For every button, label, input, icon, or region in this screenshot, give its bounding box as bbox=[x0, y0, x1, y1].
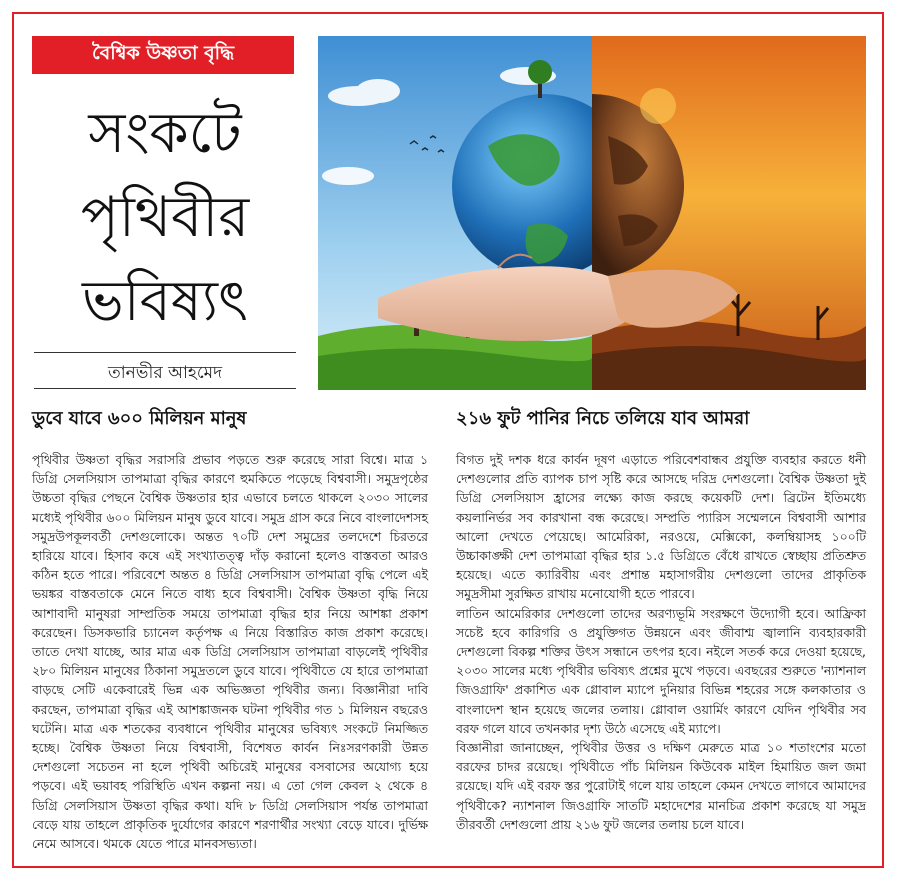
left-column-body bbox=[32, 450, 428, 853]
climate-illustration bbox=[318, 36, 866, 390]
right-paragraph-2: লাতিন আমেরিকার দেশগুলো তাদের অরণ্যভূমি সংরক্ষণে উদ্যোগী হবে। আফ্রিকা সচেষ্ট হবে কারিগরি ও প্রযুক্তিগত উন্নয়নে এবং জীবাশ্ম জ্বালানি ব্যবহারকারী দেশগুলো বিকল্প শক্তির উৎস সন্ধানে তৎপর হবে। নইলে সতর্ক করে দেওয়া হয়েছে, ২০৩০ সালের মধ্যে পৃথিবীর ভবিষ্যৎ প্রশ্নের মুখে পড়বে। এবছরের শুরুতে 'ন্যাশনাল জিওগ্রাফি' প্রকাশিত এক গ্লোবাল ম্যাপে দুনিয়ার বিভিন্ন শহরের সঙ্গে কলকাতার ও বাংলাদেশ স্থান হয়েছে জলের তলায়। গ্লোবাল ওয়ার্মিং কারণে যেদিন পৃথিবীর সব বরফ গলে যাবে তখনকার দৃশ্য উঠে এসেছে এই ম্যাপে। bbox=[456, 605, 866, 736]
headline bbox=[40, 92, 290, 344]
headline-line-1: সংকটে bbox=[88, 101, 242, 166]
right-column-body bbox=[456, 450, 866, 834]
author-rule-bottom bbox=[34, 388, 296, 389]
right-subheading: ২১৬ ফুট পানির নিচে তলিয়ে যাব আমরা bbox=[456, 408, 750, 429]
headline-line-2: পৃথিবীর bbox=[80, 185, 250, 250]
right-paragraph-3: বিজ্ঞানীরা জানাচ্ছেন, পৃথিবীর উত্তর ও দক্ষিণ মেরুতে মাত্র ১০ শতাংশের মতো বরফের চাদর রয়েছে। পৃথিবীতে পাঁচ মিলিয়ন কিউবেক মাইল হিমায়িত জল জমা রয়েছে। যদি এই বরফ স্তর পুরোটাই গলে যায় তাহলে কেমন দেখতে লাগবে আমাদের পৃথিবীকে? ন্যাশনাল জিওগ্রাফি সাতটি মহাদেশের মানচিত্র প্রকাশ করেছে যা সমুদ্র তীরবর্তী দেশগুলো প্রায় ২১৬ ফুট জলের তলায় চলে যাবে। bbox=[456, 740, 866, 832]
left-subheading: ডুবে যাবে ৬০০ মিলিয়ন মানুষ bbox=[32, 408, 247, 429]
right-paragraph-1: বিগত দুই দশক ধরে কার্বন দূষণ এড়াতে পরিবেশবান্ধব প্রযুক্তি ব্যবহার করতে ধনী দেশগুলোর প্রতি ব্যাপক চাপ সৃষ্টি করে আসছে দরিদ্র দেশগুলো। বৈশ্বিক উষ্ণতা দুই ডিগ্রি সেলসিয়াস হ্রাসের লক্ষ্যে কাজ করছে কয়েকটি দেশ। ব্রিটেন ইতিমধ্যে কয়লানির্ভর সব কারখানা বন্ধ করেছে। সম্প্রতি প্যারিস সম্মেলনে বিশ্ববাসী আশার আলো দেখতে পেয়েছে। আমেরিকা, নরওয়ে, মেক্সিকো, কলম্বিয়াসহ ১০০টি উচ্চাকাঙ্ক্ষী দেশ তাপমাত্রা বৃদ্ধির হার ১.৫ ডিগ্রিতে বেঁধে রাখতে স্বেচ্ছায় প্রতিশ্রুত হয়েছে। এতে ক্যারিবীয় এবং প্রশান্ত মহাসাগরীয় দেশগুলো তাদের প্রাকৃতিক সমুদ্রসীমা সুরক্ষিত রাখায় মনোযোগী হতে পারবে। bbox=[456, 452, 866, 602]
headline-line-3: ভবিষ্যৎ bbox=[82, 269, 248, 334]
climate-illustration-svg bbox=[318, 36, 866, 390]
kicker-ribbon bbox=[32, 36, 294, 74]
author-rule-top bbox=[34, 352, 296, 353]
left-paragraph: পৃথিবীর উষ্ণতা বৃদ্ধির সরাসরি প্রভাব পড়তে শুরু করেছে সারা বিশ্বে। মাত্র ১ ডিগ্রি সেলসিয়াস তাপমাত্রা বৃদ্ধির কারণে হুমকিতে পড়েছে বিশ্ববাসী। সমুদ্রপৃষ্ঠের উচ্চতা বৃদ্ধির পেছনে বৈশ্বিক উষ্ণতার হার এভাবে চলতে থাকলে ২০৩০ সালের মধ্যেই পৃথিবীর ৬০০ মিলিয়ন মানুষ ডুবে যাবে। সমুদ্র গ্রাস করে নিবে বাংলাদেশসহ সমুদ্রউপকূলবর্তী দেশগুলোকে। অন্তত ৭০টি দেশ সমুদ্রের তলদেশে চিরতরে হারিয়ে যাবে। হিসাব কষে এই সংখ্যাতত্ত্ব দাঁড় করানো হলেও বাস্তবতা আরও কঠিন হতে পারে। পরিবেশে অন্তত ৪ ডিগ্রি সেলসিয়াস তাপমাত্রা বৃদ্ধি পেলে এই ভয়ঙ্কর বাস্তবতাকে মেনে নিতে বাধ্য হবে বিশ্ববাসী। বৈশ্বিক উষ্ণতা বৃদ্ধি নিয়ে আশাবাদী মানুষরা সাম্প্রতিক সময়ে তাপমাত্রা বৃদ্ধির হার নিয়ে আশঙ্কা প্রকাশ করেছেন। ডিসকভারি চ্যানেল কর্তৃপক্ষ এ নিয়ে বিস্তারিত কাজ প্রকাশ করেছে। তাতে দেখা যাচ্ছে, আর মাত্র এক ডিগ্রি সেলসিয়াস তাপমাত্রা বাড়লেই পৃথিবীর ২৮০ মিলিয়ন মানুষের ঠিকানা সমুদ্রতলে ডুবে যাবে। পৃথিবীতে যে হারে তাপমাত্রা বাড়ছে সেটি একেবারেই ভিন্ন এক অভিজ্ঞতা পৃথিবীর জন্য। বিজ্ঞানীরা দাবি করছেন, তাপমাত্রা বৃদ্ধির এই আশঙ্কাজনক ঘটনা পৃথিবীর গত ১ মিলিয়ন বছরেও ঘটেনি। মাত্র এক শতকের ব্যবধানে পৃথিবীর মানুষের ভবিষ্যৎ সংকটে নিমজ্জিত হচ্ছে। বৈশ্বিক উষ্ণতা নিয়ে বিশ্ববাসী, বিশেষত কার্বন নিঃসরণকারী উন্নত দেশগুলো সচেতন না হলে পৃথিবী অচিরেই মানুষের বসবাসের অযোগ্য হয়ে পড়বে। এই ভয়াবহ পরিস্থিতি এখন কল্পনা নয়। এ তো গেল কেবল ২ থেকে ৪ ডিগ্রি সেলসিয়াস উষ্ণতা বৃদ্ধির কথা। যদি ৮ ডিগ্রি সেলসিয়াস পর্যন্ত তাপমাত্রা বেড়ে যায় তাহলে প্রাকৃতিক দুর্যোগের কারণে শরণার্থীর সংখ্যা বেড়ে যাবে। দুর্ভিক্ষ নেমে আসবে। থমকে যেতে পারে মানবসভ্যতা। bbox=[32, 452, 428, 852]
byline: তানভীর আহমেদ bbox=[107, 363, 223, 383]
kicker-text: বৈশ্বিক উষ্ণতা বৃদ্ধি bbox=[91, 42, 235, 64]
